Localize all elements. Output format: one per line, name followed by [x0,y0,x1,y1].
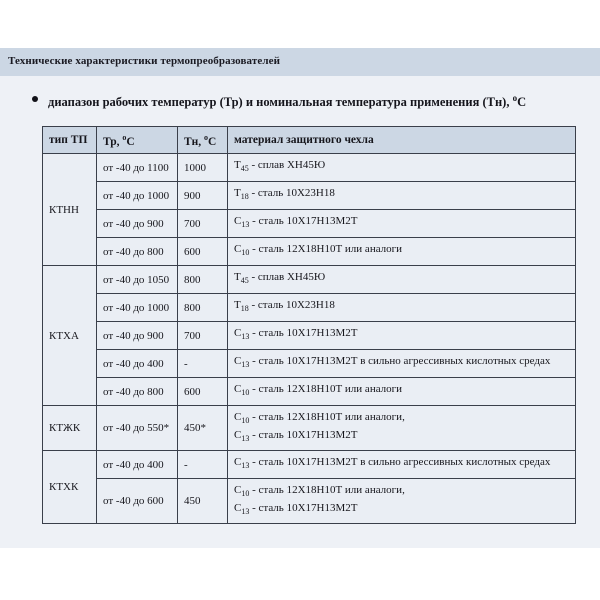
table-row [43,378,576,406]
material-symbol: С [234,410,242,423]
material-description: - сплав ХН45Ю [248,159,326,172]
material-subscript: 13 [241,507,250,517]
col-header-tn-label: Тн, [184,135,205,148]
material-subscript: 10 [241,489,250,498]
material-line [234,214,569,232]
table-row [43,210,576,238]
cell-working-temp-range: от -40 до 1100 [97,154,178,182]
cell-working-temp-range: от -40 до 550* [97,406,178,451]
cell-nominal-temp: 700 [178,322,228,350]
material-line [234,483,569,501]
material-line [234,428,569,446]
material-symbol: Т [234,159,241,172]
table-header [43,127,576,154]
cell-working-temp-range: от -40 до 1050 [97,266,178,294]
col-header-material [228,127,576,154]
cell-working-temp-range: от -40 до 900 [97,322,178,350]
cell-sheath-material [228,266,576,294]
bullet-line [32,90,572,110]
col-header-type [43,127,97,154]
cell-sheath-material [228,451,576,479]
cell-sheath-material [228,406,576,451]
cell-nominal-temp: 600 [178,378,228,406]
material-line [234,270,569,288]
cell-nominal-temp: - [178,350,228,378]
col-header-tr-unit: C [126,135,135,148]
material-description: - сталь 10Х17Н13М2Т [249,327,358,340]
material-description: - сталь 10Х17Н13М2Т в сильно агрессивных кислотных средах [249,456,551,469]
material-description: - сталь 10Х17Н13М2Т [249,502,358,514]
cell-sheath-material [228,350,576,378]
cell-working-temp-range: от -40 до 800 [97,378,178,406]
cell-thermocouple-type: КТХА [43,266,97,406]
page-title: Технические характеристики термопреобразователей [8,55,281,67]
bullet-text-main: диапазон рабочих температур (Тр) и номинальная температура применения (Тн), [48,95,513,110]
material-symbol: Т [234,187,241,200]
cell-sheath-material [228,479,576,524]
material-description: - сталь 10Х17Н13М2Т в сильно агрессивных кислотных средах [249,355,551,368]
material-description: - сталь 12Х18Н10Т или аналоги [249,383,403,396]
cell-sheath-material [228,378,576,406]
material-subscript: 13 [241,360,250,370]
cell-thermocouple-type: КТЖК [43,406,97,451]
cell-working-temp-range: от -40 до 1000 [97,182,178,210]
cell-thermocouple-type: КТНН [43,154,97,266]
table-row [43,322,576,350]
material-symbol: С [234,483,242,496]
material-description: - сталь 12Х18Н10Т или аналоги, [249,410,405,423]
table-row [43,154,576,182]
col-header-type-label: тип ТП [49,134,88,146]
cell-working-temp-range: от -40 до 600 [97,479,178,524]
material-symbol: С [234,215,242,228]
material-line [234,354,569,372]
material-description: - сталь 12Х18Н10Т или аналоги, [249,483,405,496]
col-header-tn-unit: C [208,135,217,148]
cell-sheath-material [228,154,576,182]
cell-sheath-material [228,210,576,238]
material-symbol: С [234,429,242,441]
material-line [234,158,569,176]
degree-sign-icon: o [512,93,518,103]
material-description: - сталь 10Х17Н13М2Т [249,215,358,228]
cell-nominal-temp: 800 [178,294,228,322]
cell-thermocouple-type: КТХК [43,451,97,524]
table-row [43,182,576,210]
material-subscript: 13 [241,434,250,444]
material-line [234,242,569,260]
cell-working-temp-range: от -40 до 900 [97,210,178,238]
material-symbol: С [234,355,242,368]
bullet-text-unit: C [517,95,527,110]
material-line [234,382,569,400]
table-row [43,451,576,479]
material-symbol: С [234,502,242,514]
cell-nominal-temp: 900 [178,182,228,210]
material-subscript: 10 [241,248,250,258]
bullet-label [48,90,526,110]
material-subscript: 10 [241,388,250,398]
cell-nominal-temp: 1000 [178,154,228,182]
spec-table-container [42,126,575,524]
cell-nominal-temp: 600 [178,238,228,266]
material-subscript: 18 [240,304,249,314]
degree-sign-icon: o [122,132,127,142]
material-line [234,410,569,428]
material-subscript: 13 [241,461,250,471]
table-header-row [43,127,576,154]
material-symbol: Т [234,299,241,312]
material-symbol: С [234,456,242,469]
table-row [43,238,576,266]
material-subscript: 13 [241,220,250,230]
material-subscript: 45 [240,164,249,174]
material-line [234,298,569,316]
cell-nominal-temp: 450* [178,406,228,451]
material-line [234,326,569,344]
col-header-tn [178,127,228,154]
cell-sheath-material [228,238,576,266]
section-title-band [0,48,600,76]
material-description: - сталь 12Х18Н10Т или аналоги [249,243,403,256]
cell-sheath-material [228,294,576,322]
cell-nominal-temp: - [178,451,228,479]
material-line [234,455,569,473]
material-subscript: 45 [240,276,249,286]
table-row [43,350,576,378]
cell-sheath-material [228,182,576,210]
bullet-dot-icon [32,96,38,102]
col-header-tr [97,127,178,154]
thermocouple-spec-table [42,126,576,524]
material-subscript: 13 [241,332,250,342]
table-row [43,266,576,294]
table-body [43,154,576,524]
cell-working-temp-range: от -40 до 400 [97,350,178,378]
material-symbol: С [234,383,242,396]
material-line [234,501,569,519]
cell-working-temp-range: от -40 до 800 [97,238,178,266]
degree-sign-icon: o [204,132,209,142]
material-symbol: Т [234,271,241,284]
table-row [43,479,576,524]
table-row [43,294,576,322]
cell-working-temp-range: от -40 до 400 [97,451,178,479]
material-line [234,186,569,204]
cell-nominal-temp: 450 [178,479,228,524]
material-symbol: С [234,327,242,340]
material-subscript: 18 [240,192,249,202]
material-description: - сталь 10Х17Н13М2Т [249,429,358,441]
cell-sheath-material [228,322,576,350]
table-row [43,406,576,451]
cell-nominal-temp: 800 [178,266,228,294]
cell-nominal-temp: 700 [178,210,228,238]
material-subscript: 10 [241,416,250,425]
col-header-tr-label: Тр, [103,135,123,148]
material-description: - сталь 10Х23Н18 [248,299,335,312]
material-description: - сталь 10Х23Н18 [248,187,335,200]
material-symbol: С [234,243,242,256]
cell-working-temp-range: от -40 до 1000 [97,294,178,322]
col-header-material-label: материал защитного чехла [234,134,374,146]
material-description: - сплав ХН45Ю [248,271,326,284]
